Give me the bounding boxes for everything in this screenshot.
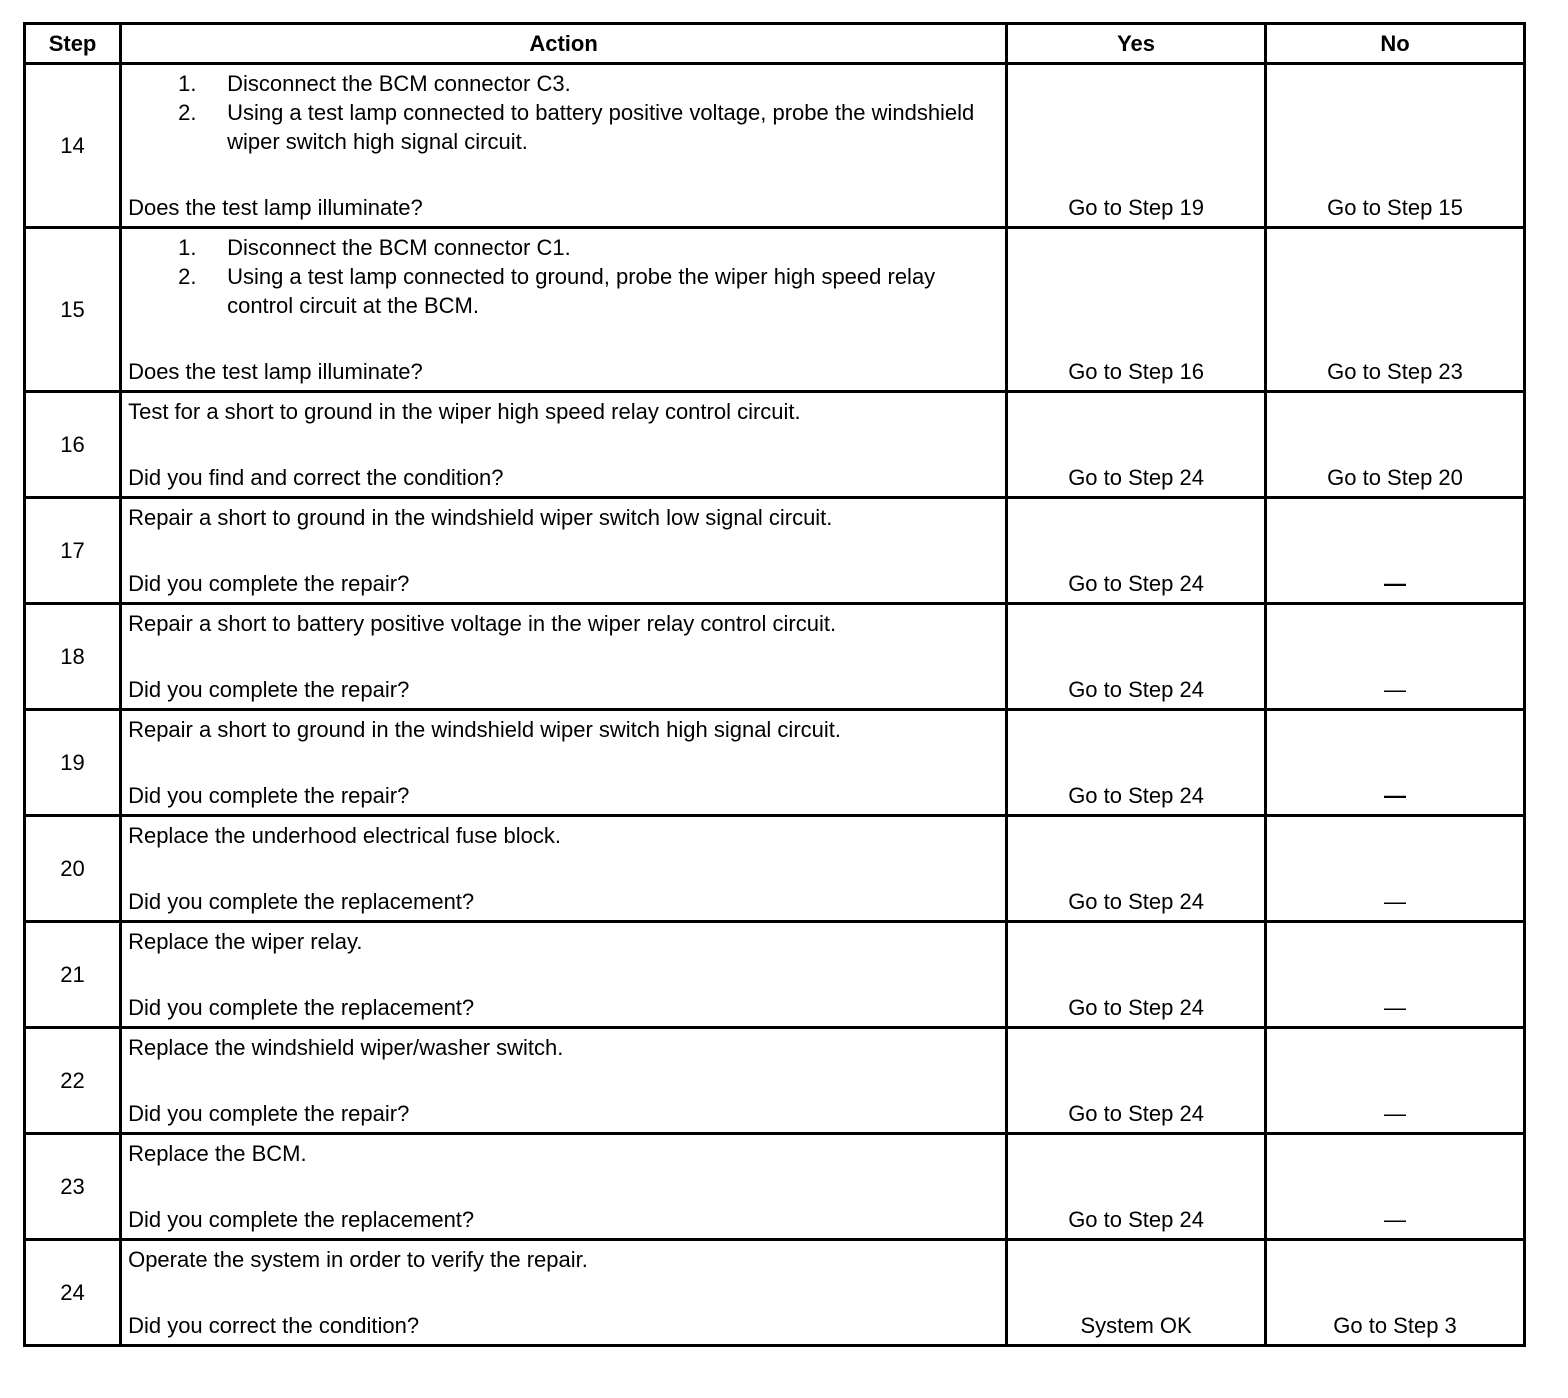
no-result-text: —: [1384, 995, 1407, 1020]
no-result-text: —: [1384, 677, 1407, 702]
step-number: 24: [25, 1240, 121, 1346]
table-row: [25, 392, 1525, 498]
step-number: 19: [25, 710, 121, 816]
step-number: 23: [25, 1134, 121, 1240]
action-text: Repair a short to ground in the windshield wiper switch high signal circuit.: [128, 717, 841, 742]
header-no: No: [1266, 24, 1525, 64]
step-number: 18: [25, 604, 121, 710]
yes-result-text: Go to Step 19: [1068, 195, 1204, 220]
no-result-text: Go to Step 3: [1333, 1313, 1457, 1338]
action-cell: [121, 604, 1007, 710]
list-item-text: Disconnect the BCM connector C3.: [227, 71, 571, 96]
table-row: [25, 1134, 1525, 1240]
table-row: [25, 922, 1525, 1028]
no-result: [1266, 498, 1525, 604]
no-result: [1266, 1240, 1525, 1346]
action-cell: [121, 816, 1007, 922]
action-question: Did you complete the repair?: [128, 571, 410, 596]
action-question: Did you complete the replacement?: [128, 995, 475, 1020]
table-row: [25, 816, 1525, 922]
header-step: Step: [25, 24, 121, 64]
yes-result: [1007, 710, 1266, 816]
yes-result-text: Go to Step 16: [1068, 359, 1204, 384]
action-question: Did you correct the condition?: [128, 1313, 420, 1338]
action-cell: [121, 1240, 1007, 1346]
yes-result: [1007, 392, 1266, 498]
table-row: [25, 1240, 1525, 1346]
no-result: [1266, 604, 1525, 710]
yes-result-text: System OK: [1080, 1313, 1192, 1338]
no-result-text: —: [1384, 1101, 1407, 1126]
yes-result-text: Go to Step 24: [1068, 1101, 1204, 1126]
no-result: [1266, 64, 1525, 228]
yes-result-text: Go to Step 24: [1068, 889, 1204, 914]
yes-result-text: Go to Step 24: [1068, 677, 1204, 702]
step-number: 21: [25, 922, 121, 1028]
action-text: Repair a short to ground in the windshield wiper switch low signal circuit.: [128, 505, 833, 530]
no-result: [1266, 1134, 1525, 1240]
action-steps-list: [128, 233, 999, 320]
list-item: [128, 98, 999, 156]
table-header: [25, 24, 1525, 64]
table-row: [25, 1028, 1525, 1134]
action-cell: [121, 498, 1007, 604]
action-cell: [121, 710, 1007, 816]
action-cell: [121, 64, 1007, 228]
yes-result: [1007, 816, 1266, 922]
header-action: Action: [121, 24, 1007, 64]
action-question: Did you complete the repair?: [128, 1101, 410, 1126]
list-item-number: 2.: [178, 264, 197, 289]
table-row: [25, 498, 1525, 604]
yes-result: [1007, 64, 1266, 228]
yes-result: [1007, 922, 1266, 1028]
yes-result: [1007, 604, 1266, 710]
no-result: [1266, 710, 1525, 816]
yes-result: [1007, 1028, 1266, 1134]
list-item: [128, 233, 999, 262]
yes-result-text: Go to Step 24: [1068, 1207, 1204, 1232]
action-question: Does the test lamp illuminate?: [128, 195, 423, 220]
action-cell: [121, 1028, 1007, 1134]
action-text: Replace the underhood electrical fuse block.: [128, 823, 562, 848]
no-result: [1266, 1028, 1525, 1134]
table-body: [25, 64, 1525, 1346]
step-number: 20: [25, 816, 121, 922]
yes-result-text: Go to Step 24: [1068, 571, 1204, 596]
step-number: 17: [25, 498, 121, 604]
list-item-text: Using a test lamp connected to battery positive voltage, probe the windshield wiper switch high signal circuit.: [227, 100, 975, 154]
table-row: [25, 710, 1525, 816]
no-result: [1266, 922, 1525, 1028]
yes-result-text: Go to Step 24: [1068, 783, 1204, 808]
no-result-text: —: [1384, 783, 1407, 808]
action-question: Does the test lamp illuminate?: [128, 359, 423, 384]
no-result-text: —: [1384, 571, 1407, 596]
yes-result: [1007, 1240, 1266, 1346]
step-number: 16: [25, 392, 121, 498]
no-result: [1266, 392, 1525, 498]
no-result-text: —: [1384, 1207, 1407, 1232]
action-question: Did you find and correct the condition?: [128, 465, 504, 490]
action-cell: [121, 228, 1007, 392]
action-text: Repair a short to battery positive voltage in the wiper relay control circuit.: [128, 611, 837, 636]
yes-result: [1007, 228, 1266, 392]
yes-result-text: Go to Step 24: [1068, 465, 1204, 490]
action-text: Test for a short to ground in the wiper high speed relay control circuit.: [128, 399, 801, 424]
no-result-text: Go to Step 20: [1327, 465, 1463, 490]
action-text: Replace the BCM.: [128, 1141, 307, 1166]
list-item-text: Disconnect the BCM connector C1.: [227, 235, 571, 260]
yes-result: [1007, 498, 1266, 604]
table-row: [25, 604, 1525, 710]
list-item-number: 1.: [178, 235, 197, 260]
action-question: Did you complete the repair?: [128, 677, 410, 702]
action-text: Replace the wiper relay.: [128, 929, 363, 954]
table-row: [25, 64, 1525, 228]
list-item-text: Using a test lamp connected to ground, probe the wiper high speed relay control circuit at the BCM.: [227, 264, 936, 318]
action-cell: [121, 392, 1007, 498]
action-steps-list: [128, 69, 999, 156]
no-result-text: Go to Step 15: [1327, 195, 1463, 220]
list-item: [128, 69, 999, 98]
diagnostic-table: [23, 22, 1526, 1347]
list-item: [128, 262, 999, 320]
header-yes: Yes: [1007, 24, 1266, 64]
step-number: 14: [25, 64, 121, 228]
action-cell: [121, 1134, 1007, 1240]
no-result: [1266, 816, 1525, 922]
step-number: 22: [25, 1028, 121, 1134]
no-result: [1266, 228, 1525, 392]
header-row: [25, 24, 1525, 64]
step-number: 15: [25, 228, 121, 392]
list-item-number: 1.: [178, 71, 197, 96]
action-text: Replace the windshield wiper/washer switch.: [128, 1035, 564, 1060]
yes-result-text: Go to Step 24: [1068, 995, 1204, 1020]
yes-result: [1007, 1134, 1266, 1240]
action-text: Operate the system in order to verify the repair.: [128, 1247, 588, 1272]
action-question: Did you complete the repair?: [128, 783, 410, 808]
action-question: Did you complete the replacement?: [128, 1207, 475, 1232]
table-row: [25, 228, 1525, 392]
list-item-number: 2.: [178, 100, 197, 125]
action-question: Did you complete the replacement?: [128, 889, 475, 914]
no-result-text: Go to Step 23: [1327, 359, 1463, 384]
action-cell: [121, 922, 1007, 1028]
no-result-text: —: [1384, 889, 1407, 914]
